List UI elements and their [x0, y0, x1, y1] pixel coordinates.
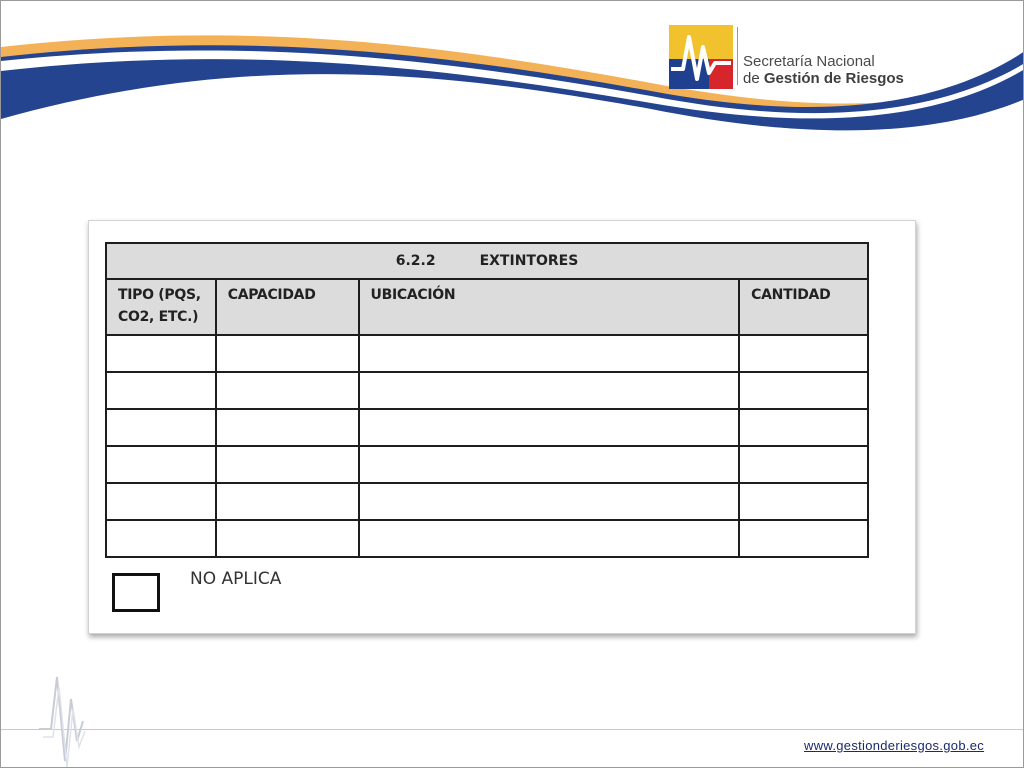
table-cell [359, 335, 740, 372]
table-cell [106, 372, 216, 409]
extintores-table [105, 242, 869, 558]
column-header-cantidad: CANTIDAD [739, 279, 868, 335]
logo-line2-bold: Gestión de Riesgos [763, 70, 904, 87]
table-row [106, 520, 868, 557]
table-cell [739, 372, 868, 409]
table-cell [216, 446, 359, 483]
section-number: 6.2.2 [395, 253, 436, 269]
footer-website-link[interactable]: www.gestionderiesgos.gob.ec [804, 738, 985, 753]
table-cell [216, 335, 359, 372]
table-cell [359, 409, 740, 446]
table-row [106, 483, 868, 520]
logo-sngr [669, 23, 919, 91]
table-cell [359, 372, 740, 409]
table-cell [739, 446, 868, 483]
table-cell [216, 483, 359, 520]
table-cell [106, 483, 216, 520]
table-cell [359, 446, 740, 483]
table-row [106, 446, 868, 483]
logo-line2-prefix: de [743, 70, 764, 87]
table-cell [739, 335, 868, 372]
table-cell [216, 409, 359, 446]
table-title-row [106, 243, 868, 279]
no-aplica-label: NO APLICA [190, 569, 282, 589]
logo-mark-icon [669, 25, 733, 89]
table-cell [359, 483, 740, 520]
table-cell [106, 520, 216, 557]
column-header-tipo: TIPO (PQS, CO2, ETC.) [106, 279, 216, 335]
logo-divider [737, 27, 738, 85]
table-row [106, 335, 868, 372]
table-cell [739, 409, 868, 446]
section-title: EXTINTORES [479, 253, 579, 269]
table-cell [216, 372, 359, 409]
table-cell [739, 520, 868, 557]
table-cell [106, 409, 216, 446]
column-header-ubicacion: UBICACIÓN [359, 279, 740, 335]
logo-line2 [743, 70, 904, 87]
table-cell [106, 335, 216, 372]
table-row [106, 372, 868, 409]
no-aplica-checkbox [112, 573, 160, 612]
table-title-cell [106, 243, 868, 279]
table-header-row [106, 279, 868, 335]
footer-wave-icon [37, 667, 87, 768]
logo-text [743, 53, 904, 87]
logo-line1: Secretaría Nacional [743, 53, 875, 70]
table-cell [739, 483, 868, 520]
table-row [106, 409, 868, 446]
table-cell [216, 520, 359, 557]
table-cell [359, 520, 740, 557]
table-cell [106, 446, 216, 483]
footer-divider [1, 729, 1024, 730]
column-header-capacidad: CAPACIDAD [216, 279, 359, 335]
document-image [88, 220, 916, 634]
